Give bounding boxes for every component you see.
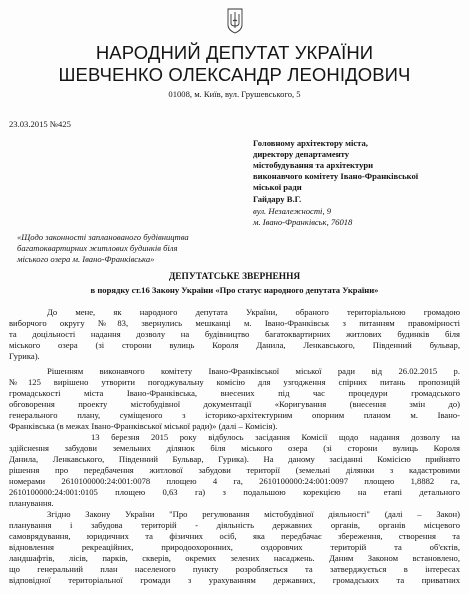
paragraph-line: та доцільності надання дозволу на будівництво багатоквартирних житлових будинків біля [9, 329, 460, 339]
recipient-street: вул. Незалежності, 9 [253, 206, 332, 216]
paragraph-line: громадськості міста Івано-Франківська, внесених під час процедури громадського [9, 388, 460, 398]
recipient-city: м. Івано-Франківськ, 76018 [253, 217, 353, 227]
paragraph-line: Рішенням виконавчого комітету Івано-Франківської міської ради від 26.02.2015 р. [47, 366, 460, 376]
subject-line: багатоквартирних житлових будинків біля [17, 243, 178, 253]
paragraph-line: планування. [9, 498, 54, 508]
paragraph-1 [9, 307, 460, 362]
paragraph-line: номерами 2610100000:24:001:0078 площею 4 га, 2610100000:24:001:0097 площею 1,8882 га, [9, 476, 460, 486]
paragraph-line: ландшафтів, лісів, парків, скверів, окремих зелених насаджень. Даним Законом встановлено, [9, 553, 460, 563]
subject-line: міського озера м. Івано-Франківська» [17, 254, 155, 264]
document-subtitle: в порядку ст.16 Закону України «Про статус народного депутата України» [90, 285, 379, 295]
paragraph-line: виборчого округу №83, звернулись мешканці м. Івано-Франківськ з питанням правомірності [9, 318, 460, 328]
document-title: ДЕПУТАТСЬКЕ ЗВЕРНЕННЯ [168, 272, 301, 282]
letter-date-number: 23.03.2015 №425 [9, 119, 71, 129]
paragraph-line: планування і забудова територій - діяльність державних органів, органів місцевого [9, 520, 460, 530]
paragraph-line: відповідної територіальної громади з урахуванням державних, громадських та приватних [9, 575, 460, 585]
paragraph-line: відновлення рекреаційних, природоохоронних, оздоровчих територій та об'єктів, [9, 542, 460, 552]
paragraph-line: 13 березня 2015 року відбулось засідання Комісії щодо надання дозволу на [91, 432, 460, 442]
paragraph-3 [9, 432, 460, 509]
recipient-line: Головному архітектору міста, [253, 138, 368, 148]
paragraph-line: обговорення проекту містобудівної документації «Коригування (внесення змін до) [9, 399, 460, 409]
paragraph-line: До мене, як народного депутата України, обраного територіальною громадою [47, 307, 460, 317]
paragraph-line: що генеральний план населеного пункту розробляється та затверджується в інтересах [9, 564, 460, 574]
trident-coat-of-arms-icon [227, 8, 243, 34]
paragraph-line: 2610100000:24:001:0105 площею 0,63 га) з подальшою корекцією на етапі детального [9, 487, 460, 497]
paragraph-line: міського озера (зі сторони вулиць Короля Данила, Ленкавського, Південний бульвар, [9, 340, 460, 350]
paragraph-line: самоврядування, юридичних та фізичних осіб, яка передбачає збереження, створення та [9, 531, 460, 541]
paragraph-line: Гурика). [9, 351, 40, 361]
deputy-title: НАРОДНИЙ ДЕПУТАТ УКРАЇНИ [95, 42, 374, 63]
paragraph-line: Франківська (в межах Івано-Франківської міської ради)» (далі – Комісія). [9, 421, 278, 431]
paragraph-line: генерального плану, суміщеного з історико-архітектурним опорним планом м. Івано- [9, 410, 460, 420]
recipient-line: виконавчого комітету Івано-Франківської [253, 171, 419, 181]
subject-line: «Щодо законності запланованого будівництва [17, 232, 189, 242]
recipient-line: міської ради [253, 182, 302, 192]
paragraph-line: №125 вирішено утворити погоджувальну комісію для узгодження спірних питань пропозицій [9, 377, 460, 387]
recipient-name: Гайдару В.Г. [253, 194, 302, 204]
deputy-name: ШЕВЧЕНКО ОЛЕКСАНДР ЛЕОНІДОВИЧ [58, 64, 411, 85]
paragraph-line: Данила, Ленкавського, Південний Бульвар, Гурика). На даному засіданні Комісією прийнято [9, 454, 460, 464]
paragraph-line: здійснення забудови земельних ділянок біля міського озера (зі сторони вулиць Короля [9, 443, 460, 453]
paragraph-line: Згідно Закону України "Про регулювання містобудівної діяльності" (далі – Закон) [47, 509, 460, 519]
deputy-address: 01008, м. Київ, вул. Грушевського, 5 [168, 89, 301, 99]
recipient-line: містобудування та архітектури [253, 160, 374, 170]
paragraph-2 [9, 366, 460, 432]
paragraph-4 [9, 509, 460, 586]
recipient-line: директору департаменту [253, 149, 350, 159]
paragraph-line: рішення про передбачення житлової забудови території (земельні ділянки з кадастровими [9, 465, 460, 475]
